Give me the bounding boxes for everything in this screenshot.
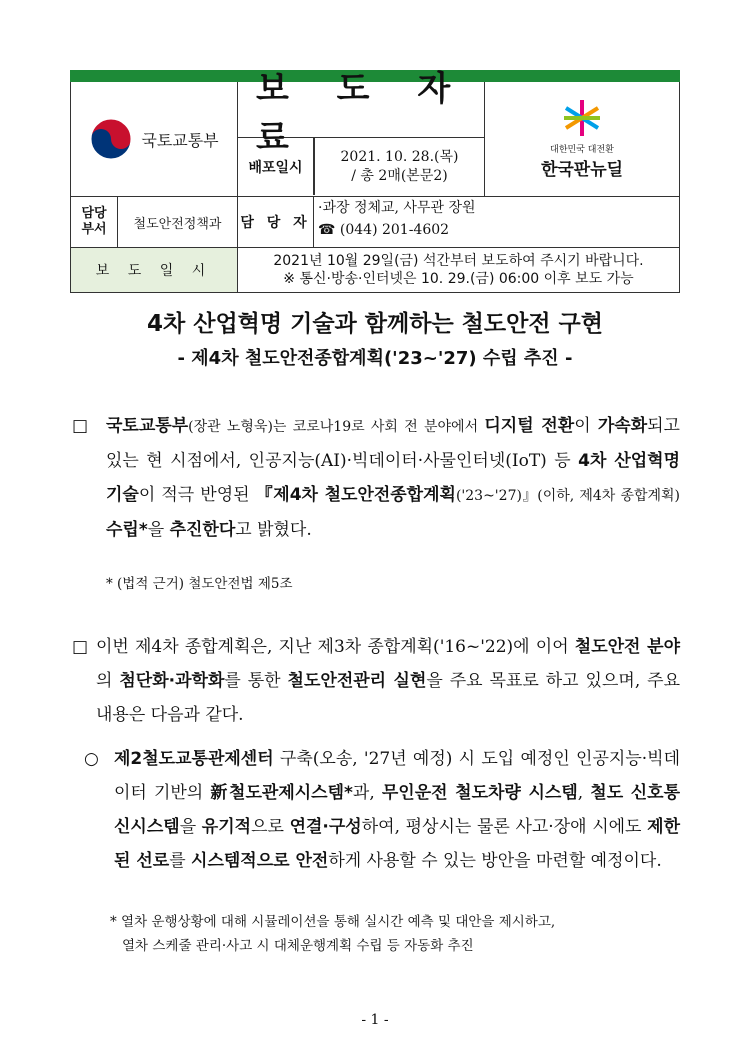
brand-tagline: 대한민국 대전환 bbox=[550, 145, 614, 155]
footnote-2: * 열차 운행상황에 대해 시뮬레이션을 통해 실시간 예측 및 대안을 제시하고, 열차 스케줄 관리·사고 시 대체운행계획 수립 등 자동화 추진 bbox=[110, 914, 556, 954]
new-deal-logo bbox=[484, 82, 679, 196]
dept-label: 담당 부서 bbox=[81, 206, 107, 237]
manager-value: ·과장 정체교, 사무관 장원 ☎ (044) 201-4602 bbox=[313, 197, 679, 247]
phone-number: ☎ (044) 201-4602 bbox=[318, 222, 450, 238]
headline: 4차 산업혁명 기술과 함께하는 철도안전 구현 bbox=[147, 311, 603, 337]
document-title: 보 도 자 료 bbox=[238, 82, 484, 138]
ministry-logo bbox=[71, 82, 237, 196]
release-label: 보 도 일 시 bbox=[71, 248, 237, 292]
paragraph-3: ○ 제2철도교통관제센터 구축(오송, '27년 예정) 시 도입 예정인 인공지능·빅데이터 기반의 新철도관제시스템*과, 무인운전 철도차량 시스템, 철도 신호통신시스템을 유기적으로 연결·구성하여, 평상시는 물론 사고·장애 시에도 제한된 선로를 시스템적으로 안전하게 사용할 수 있는 방안을 마련할 예정이다. bbox=[84, 749, 681, 871]
paragraph-2: □ 이번 제4차 종합계획은, 지난 제3차 종합계획('16~'22)에 이어 철도안전 분야의 첨단화·과학화를 통한 철도안전관리 실현을 주요 목표로 하고 있으며, 주요 내용은 다음과 같다. bbox=[72, 637, 681, 725]
release-value: 2021년 10월 29일(금) 석간부터 보도하여 주시기 바랍니다. ※ 통신·방송·인터넷은 10. 29.(금) 06:00 이후 보도 가능 bbox=[237, 248, 679, 292]
footnote-1: * (법적 근거) 철도안전법 제5조 bbox=[106, 576, 293, 592]
manager-label: 담 당 자 bbox=[237, 197, 313, 247]
brand-name: 한국판뉴딜 bbox=[540, 160, 624, 180]
date-label: 배포일시 bbox=[238, 138, 314, 195]
new-deal-star-icon bbox=[562, 98, 602, 138]
page-number: - 1 - bbox=[361, 1012, 389, 1028]
date-value: 2021. 10. 28.(목) / 총 2매(본문2) bbox=[314, 138, 484, 195]
dept-value: 철도안전정책과 bbox=[117, 197, 237, 247]
ministry-name: 국토교통부 bbox=[141, 130, 219, 150]
ministry-emblem-icon bbox=[89, 117, 133, 161]
paragraph-1: □ 국토교통부(장관 노형욱)는 코로나19로 사회 전 분야에서 디지털 전환이 가속화되고 있는 현 시점에서, 인공지능(AI)·빅데이터·사물인터넷(IoT) 등 4차 산업혁명 기술이 적극 반영된 『제4차 철도안전종합계획('23~'27)』(이하, 제4차 종합계획) 수립*을 추진한다고 밝혔다. bbox=[72, 416, 681, 540]
subheadline: - 제4차 철도안전종합계획('23~'27) 수립 추진 - bbox=[177, 348, 573, 369]
header-table bbox=[70, 70, 680, 293]
